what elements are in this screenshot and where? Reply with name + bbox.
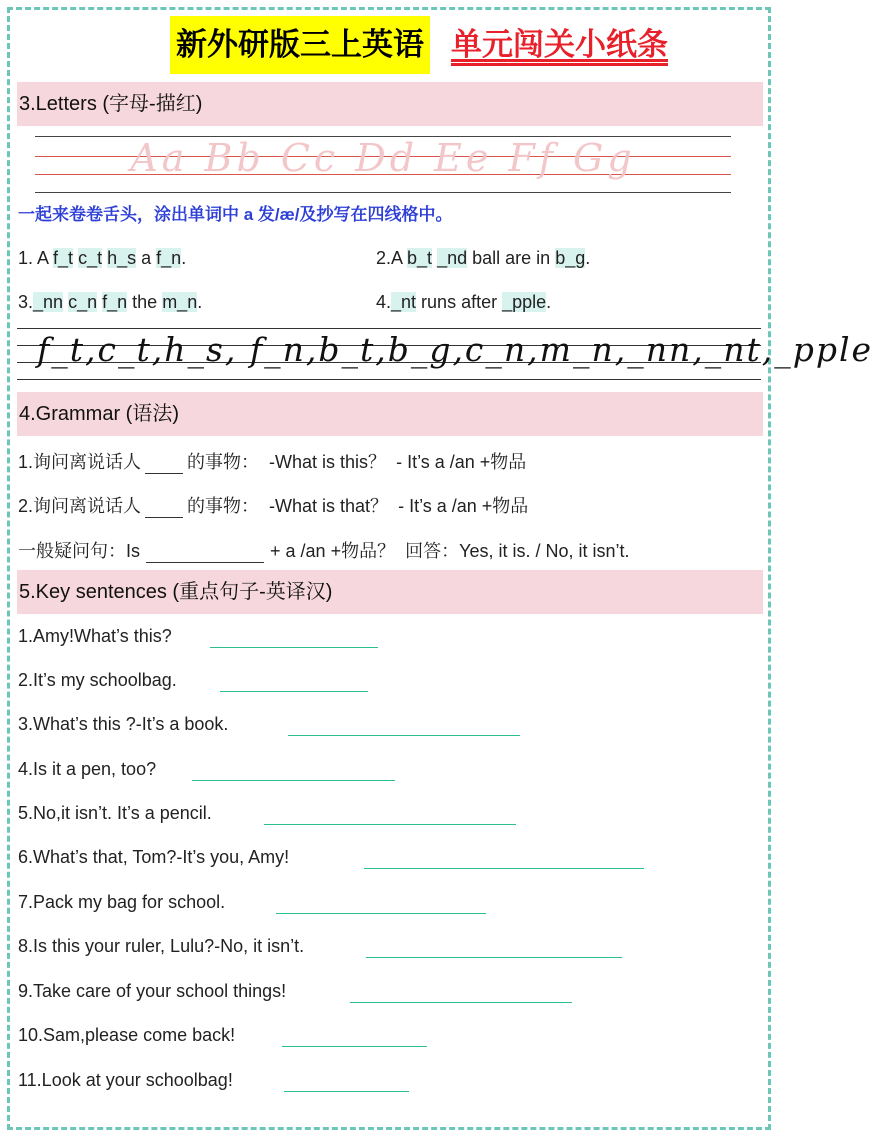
sentence-9: 9.Take care of your school things!: [18, 981, 287, 1001]
answer-line-3[interactable]: [288, 735, 520, 736]
exercise-item-3: 3._nn c_n f_n the m_n.: [18, 292, 203, 312]
sentence-2: 2.It’s my schoolbag.: [18, 670, 177, 690]
answer-line-6[interactable]: [364, 868, 644, 869]
answer-line-7[interactable]: [276, 913, 486, 914]
section-heading-key-sentences: 5.Key sentences (重点句子-英译汉): [17, 570, 763, 614]
sentence-4: 4.Is it a pen, too?: [18, 759, 157, 779]
grammar-line-3: 一般疑问句：Is + a /an +物品？ 回答：Yes, it is. / No, it isn’t.: [18, 541, 630, 561]
grammar-blank[interactable]: [145, 499, 183, 518]
answer-line-1[interactable]: [210, 647, 378, 648]
word-fill[interactable]: b_t: [407, 248, 433, 268]
word-fill[interactable]: b_g: [555, 248, 586, 268]
word-fill[interactable]: f_n: [102, 292, 128, 312]
tracing-four-line-grid: [35, 134, 731, 194]
word-fill[interactable]: f_t: [53, 248, 74, 268]
answer-line-2[interactable]: [220, 691, 368, 692]
exercise-item-2: 2.A b_t _nd ball are in b_g.: [376, 248, 591, 268]
grammar-line-1: 1.询问离说话人 的事物： -What is this？ - It’s a /an +物品: [18, 452, 527, 472]
instruction-text: 一起来卷卷舌头，涂出单词中 a 发/æ/及抄写在四线格中。: [18, 205, 453, 224]
title-main: 新外研版三上英语: [170, 16, 430, 74]
exercise-item-1: 1. A f_t c_t h_s a f_n.: [18, 248, 187, 268]
page-title: [0, 16, 780, 74]
word-fill[interactable]: c_t: [78, 248, 103, 268]
answer-line-10[interactable]: [282, 1046, 427, 1047]
word-fill[interactable]: h_s: [107, 248, 137, 268]
section-heading-grammar: 4.Grammar (语法): [17, 392, 763, 436]
tracing-letters: Aa Bb Cc Dd Ee Ff Gg: [130, 136, 636, 180]
answer-line-11[interactable]: [284, 1091, 409, 1092]
cursive-copy-grid: [17, 326, 873, 382]
section-heading-letters: 3.Letters (字母-描红): [17, 82, 763, 126]
exercise-item-4: 4._nt runs after _pple.: [376, 292, 552, 312]
word-fill[interactable]: m_n: [162, 292, 198, 312]
sentence-5: 5.No,it isn’t. It’s a pencil.: [18, 803, 212, 823]
sentence-7: 7.Pack my bag for school.: [18, 892, 226, 912]
title-highlight: 单元闯关小纸条: [451, 27, 668, 62]
answer-line-8[interactable]: [366, 957, 622, 958]
answer-line-5[interactable]: [264, 824, 516, 825]
word-fill[interactable]: c_n: [68, 292, 98, 312]
sentence-8: 8.Is this your ruler, Lulu?-No, it isn’t.: [18, 936, 305, 956]
grammar-blank[interactable]: [145, 455, 183, 474]
sentence-1: 1.Amy!What’s this?: [18, 626, 172, 646]
answer-line-9[interactable]: [350, 1002, 572, 1003]
grammar-blank[interactable]: [146, 544, 264, 563]
word-fill[interactable]: f_n: [156, 248, 182, 268]
grammar-line-2: 2.询问离说话人 的事物： -What is that？ - It’s a /an +物品: [18, 496, 529, 516]
sentence-6: 6.What’s that, Tom?-It’s you, Amy!: [18, 847, 290, 867]
sentence-11: 11.Look at your schoolbag!: [18, 1070, 233, 1090]
sentence-3: 3.What’s this ?-It’s a book.: [18, 714, 229, 734]
word-fill[interactable]: _nn: [33, 292, 64, 312]
answer-line-4[interactable]: [192, 780, 395, 781]
word-fill[interactable]: _nt: [391, 292, 417, 312]
cursive-copy-text: f_t,c_t,h_s, f_n,b_t,b_g,c_n,m_n,_nn,_nt,_pple: [37, 330, 873, 369]
word-fill[interactable]: _pple: [502, 292, 547, 312]
word-fill[interactable]: _nd: [437, 248, 468, 268]
sentence-10: 10.Sam,please come back!: [18, 1025, 236, 1045]
